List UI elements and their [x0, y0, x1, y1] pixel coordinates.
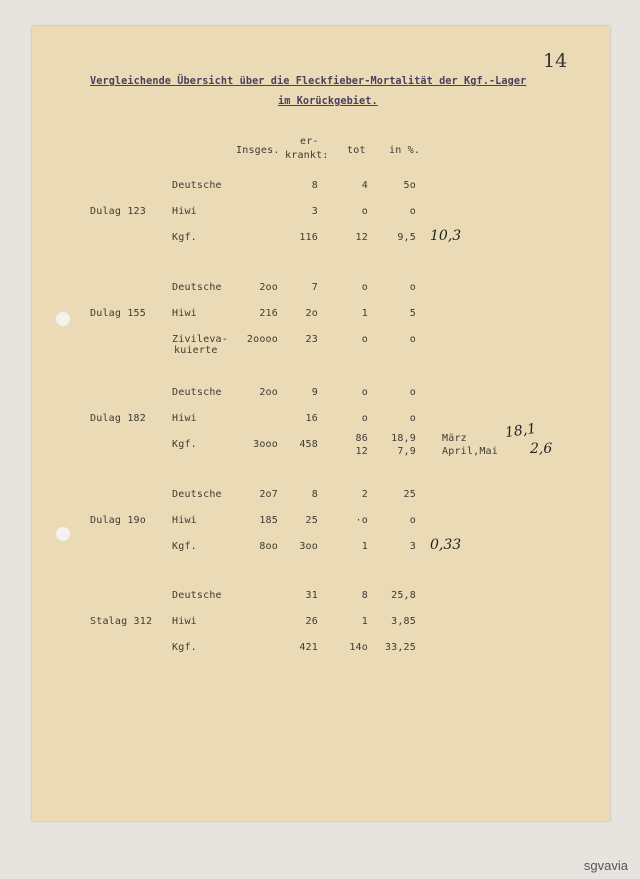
row-label: Kgf. — [172, 642, 197, 653]
row-label: Hiwi — [172, 616, 197, 627]
header-erkrankt-2: krankt: — [285, 150, 329, 161]
cell-erkrankt: 421 — [299, 642, 318, 653]
row-label: Hiwi — [172, 206, 197, 217]
cell-erkrankt: 458 — [299, 439, 318, 450]
cell-pct: 5o — [403, 180, 416, 191]
cell-tot: 12 — [355, 232, 368, 243]
document-subtitle: im Korückgebiet. — [278, 96, 378, 107]
row-label: Hiwi — [172, 308, 197, 319]
cell-tot: o — [361, 413, 368, 424]
cell-pct: 18,9 — [391, 433, 416, 444]
cell-erkrankt: 116 — [299, 232, 318, 243]
cell-tot: 4 — [361, 180, 368, 191]
cell-insges: 2o7 — [259, 489, 278, 500]
page-number: 14 — [543, 50, 568, 72]
cell-pct: 25,8 — [391, 590, 416, 601]
cell-pct: 3,85 — [391, 616, 416, 627]
cell-tot: ·o — [355, 515, 368, 526]
row-label: Hiwi — [172, 413, 197, 424]
cell-pct: o — [409, 282, 416, 293]
row-label: Hiwi — [172, 515, 197, 526]
cell-pct: o — [409, 515, 416, 526]
punch-hole — [56, 527, 70, 541]
cell-insges: 185 — [259, 515, 278, 526]
cell-erkrankt: 3oo — [299, 541, 318, 552]
cell-pct: o — [409, 387, 416, 398]
camp-name: Dulag 19o — [90, 515, 146, 526]
cell-erkrankt: 9 — [311, 387, 318, 398]
cell-insges: 8oo — [259, 541, 278, 552]
cell-pct: o — [409, 334, 416, 345]
camp-name: Dulag 123 — [90, 206, 146, 217]
cell-insges: 216 — [259, 308, 278, 319]
punch-hole — [56, 312, 70, 326]
handwritten-note: 0,33 — [430, 537, 462, 553]
header-tot: tot — [347, 145, 366, 156]
cell-pct: 9,5 — [397, 232, 416, 243]
cell-erkrankt: 3 — [311, 206, 318, 217]
cell-pct: 5 — [409, 308, 416, 319]
row-label: Kgf. — [172, 232, 197, 243]
cell-insges: 2oo — [259, 387, 278, 398]
cell-erkrankt: 26 — [305, 616, 318, 627]
handwritten-note: 18,1 — [504, 420, 538, 442]
cell-tot: o — [361, 387, 368, 398]
cell-pct: o — [409, 413, 416, 424]
document-title: Vergleichende Übersicht über die Fleckfieber-Mortalität der Kgf.-Lager — [90, 76, 527, 87]
cell-erkrankt: 2o — [305, 308, 318, 319]
cell-tot: 8 — [361, 590, 368, 601]
cell-insges: 2oooo — [246, 334, 278, 345]
row-label: Deutsche — [172, 282, 222, 293]
cell-pct: 7,9 — [397, 446, 416, 457]
cell-erkrankt: 25 — [305, 515, 318, 526]
cell-erkrankt: 23 — [305, 334, 318, 345]
cell-erkrankt: 31 — [305, 590, 318, 601]
cell-tot: 1 — [361, 541, 368, 552]
camp-name: Dulag 182 — [90, 413, 146, 424]
cell-tot: 2 — [361, 489, 368, 500]
header-insges: Insges. — [236, 145, 280, 156]
header-erkrankt-1: er- — [300, 136, 319, 147]
handwritten-note: 10,3 — [430, 228, 462, 244]
row-label: Deutsche — [172, 387, 222, 398]
camp-name: Dulag 155 — [90, 308, 146, 319]
row-label: Zivileva- — [172, 334, 228, 345]
cell-pct: 33,25 — [384, 642, 416, 653]
row-label: Deutsche — [172, 489, 222, 500]
cell-pct: 3 — [409, 541, 416, 552]
cell-pct: 25 — [403, 489, 416, 500]
camp-name: Stalag 312 — [90, 616, 153, 627]
cell-insges: 3ooo — [253, 439, 278, 450]
row-label: Deutsche — [172, 590, 222, 601]
cell-tot: o — [361, 282, 368, 293]
row-label: Kgf. — [172, 439, 197, 450]
cell-note: April,Mai — [442, 446, 498, 457]
row-label-cont: kuierte — [174, 345, 218, 356]
cell-tot: 12 — [355, 446, 368, 457]
header-pct: in %. — [389, 145, 421, 156]
cell-erkrankt: 8 — [311, 489, 318, 500]
cell-tot: 14o — [349, 642, 368, 653]
cell-tot: 86 — [355, 433, 368, 444]
watermark: sgvavia — [583, 858, 628, 873]
cell-tot: o — [361, 206, 368, 217]
cell-erkrankt: 16 — [305, 413, 318, 424]
cell-insges: 2oo — [259, 282, 278, 293]
cell-note: März — [442, 433, 467, 444]
cell-tot: 1 — [361, 308, 368, 319]
cell-tot: 1 — [361, 616, 368, 627]
row-label: Deutsche — [172, 180, 222, 191]
cell-pct: o — [409, 206, 416, 217]
handwritten-note: 2,6 — [530, 441, 553, 457]
cell-erkrankt: 7 — [311, 282, 318, 293]
cell-erkrankt: 8 — [311, 180, 318, 191]
row-label: Kgf. — [172, 541, 197, 552]
cell-tot: o — [361, 334, 368, 345]
